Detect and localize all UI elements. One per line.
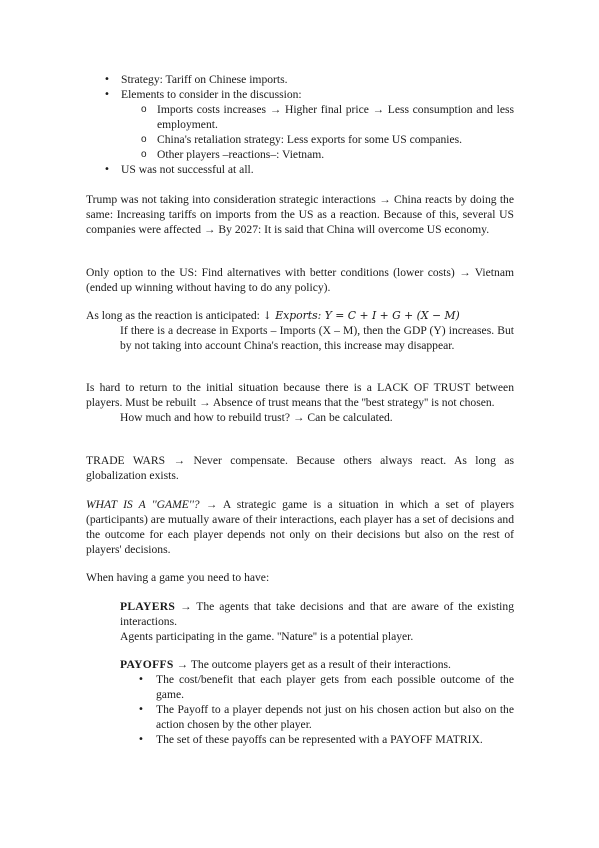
paragraph-game: WHAT IS A ''GAME''? → A strategic game is a situation in which a set of players (participants) are mutually aware of their interactions, each player has a set of decisions and the outcome for each player depends not only on their decisions but also on the rest of players' decisions. [86,498,514,556]
paragraph-trust [86,380,514,425]
paragraph-reaction [86,308,514,353]
players-extra: Agents participating in the game. ''Nature'' is a potential player. [120,630,414,643]
reaction-lead: As long as the reaction is anticipated: [86,309,263,322]
payoffs-term: PAYOFFS [120,658,174,671]
trust-question: How much and how to rebuild trust? → Can be calculated. [120,411,393,424]
sub-item: o China's retaliation strategy: Less exports for some US companies. [121,132,514,147]
list-item-strategy: • Strategy: Tariff on Chinese imports. [86,72,514,87]
players-term: PLAYERS [120,600,176,613]
top-bullet-list [86,72,514,177]
trust-body: Is hard to return to the initial situation because there is a LACK OF TRUST between players. Must be rebuilt → Absence of trust means that the ''best strategy'' is not chosen. [86,381,514,409]
players-definition: PLAYERS → The agents that take decisions and that are aware of the existing interactions. Agents participating in the game. ''Nature'' is a potential player. [120,600,514,643]
list-item-not-successful: • US was not successful at all. [86,162,514,177]
paragraph-trade-wars: TRADE WARS → Never compensate. Because others always react. As long as globalization exists. [86,454,514,482]
sub-item: o Other players –reactions–: Vietnam. [121,147,514,162]
game-heading: WHAT IS A ''GAME''? [86,498,200,511]
payoff-item: • The Payoff to a player depends not just on his chosen action but also on the action chosen by the other player. [120,702,514,732]
payoff-item: • The set of these payoffs can be represented with a PAYOFF MATRIX. [120,732,514,747]
paragraph-need: When having a game you need to have: [86,571,270,584]
sub-list [121,102,514,162]
paragraph-trump: Trump was not taking into consideration strategic interactions → China reacts by doing the same: Increasing tariffs on imports from the US as a reaction. Because of this, several US companies were affected → By 2027: It is said that China will overcome US economy. [86,193,514,236]
payoff-item: • The cost/benefit that each player gets from each possible outcome of the game. [120,672,514,702]
exports-formula: ↓ Exports: Y = C + I + G + (X − M) [262,309,460,322]
payoffs-definition: PAYOFFS → The outcome players get as a result of their interactions. • The cost/benefit that each player gets from each possible outcome of the game. • The Payoff to a player depends not just on his chosen action but also on the action chosen by the other player. • The set of these payoffs can be represented with a PAYOFF MATRIX. [120,657,514,747]
payoffs-list [120,672,514,747]
list-item-elements: • Elements to consider in the discussion: o Imports costs increases → Higher final price → Less consumption and less employment. o China's retaliation strategy: Less exports for some US companies. o Other players –reactions–: Vietnam. [86,87,514,162]
reaction-body: If there is a decrease in Exports – Imports (X – M), then the GDP (Y) increases. But by not taking into account China's reaction, this increase may disappear. [120,324,514,352]
sub-item: o Imports costs increases → Higher final price → Less consumption and less employment. [121,102,514,132]
paragraph-only-option: Only option to the US: Find alternatives with better conditions (lower costs) → Vietnam (ended up winning without having to do any policy). [86,266,514,294]
